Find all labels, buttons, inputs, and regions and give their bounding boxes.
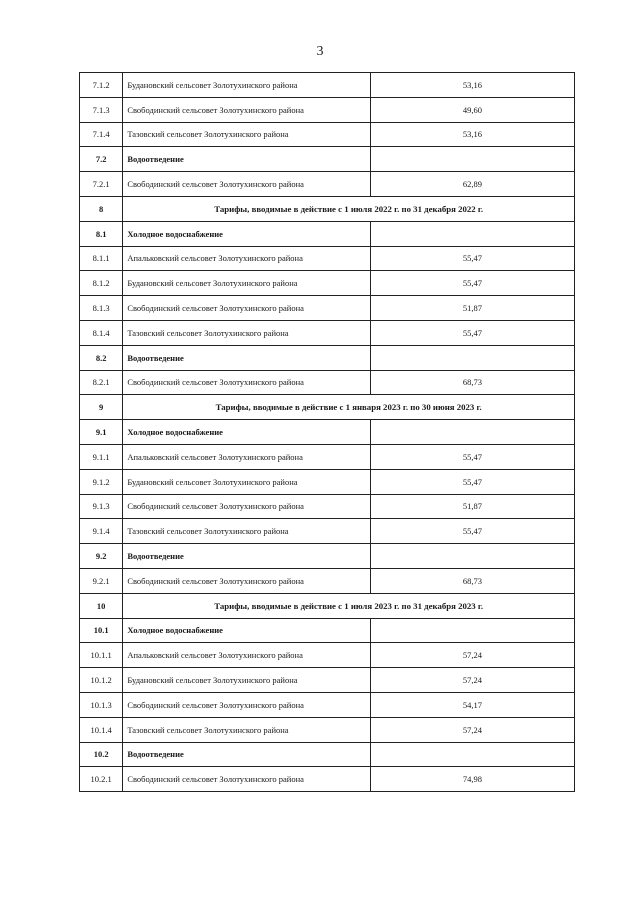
section-row xyxy=(80,742,575,767)
table-row xyxy=(80,122,575,147)
row-number: 10.1.4 xyxy=(80,717,123,742)
row-number: 7.2.1 xyxy=(80,172,123,197)
period-row xyxy=(80,593,575,618)
section-row xyxy=(80,147,575,172)
district-name: Будановский сельсовет Золотухинского района xyxy=(123,668,371,693)
section-number: 8.2 xyxy=(80,345,123,370)
row-number: 8.2.1 xyxy=(80,370,123,395)
row-number: 9.1.3 xyxy=(80,494,123,519)
district-name: Свободинский сельсовет Золотухинского района xyxy=(123,370,371,395)
section-row xyxy=(80,544,575,569)
tariff-value: 53,16 xyxy=(370,73,574,98)
table-row xyxy=(80,643,575,668)
tariff-value: 55,47 xyxy=(370,271,574,296)
section-title: Водоотведение xyxy=(123,544,371,569)
section-title: Холодное водоснабжение xyxy=(123,618,371,643)
district-name: Будановский сельсовет Золотухинского района xyxy=(123,469,371,494)
row-number: 9.1.4 xyxy=(80,519,123,544)
district-name: Тазовский сельсовет Золотухинского района xyxy=(123,519,371,544)
tariff-value: 54,17 xyxy=(370,692,574,717)
tariff-value: 51,87 xyxy=(370,494,574,519)
table-row xyxy=(80,444,575,469)
section-title: Водоотведение xyxy=(123,147,371,172)
empty-value-cell xyxy=(370,345,574,370)
section-number: 10.2 xyxy=(80,742,123,767)
row-number: 8.1.2 xyxy=(80,271,123,296)
district-name: Апальковский сельсовет Золотухинского района xyxy=(123,444,371,469)
section-title: Водоотведение xyxy=(123,345,371,370)
district-name: Апальковский сельсовет Золотухинского района xyxy=(123,643,371,668)
row-number: 7.1.4 xyxy=(80,122,123,147)
table-row xyxy=(80,568,575,593)
district-name: Свободинский сельсовет Золотухинского района xyxy=(123,568,371,593)
period-number: 9 xyxy=(80,395,123,420)
tariff-value: 55,47 xyxy=(370,320,574,345)
row-number: 10.1.2 xyxy=(80,668,123,693)
row-number: 7.1.3 xyxy=(80,97,123,122)
empty-value-cell xyxy=(370,221,574,246)
district-name: Апальковский сельсовет Золотухинского района xyxy=(123,246,371,271)
section-row xyxy=(80,420,575,445)
section-number: 7.2 xyxy=(80,147,123,172)
district-name: Свободинский сельсовет Золотухинского района xyxy=(123,97,371,122)
section-title: Водоотведение xyxy=(123,742,371,767)
tariff-value: 57,24 xyxy=(370,668,574,693)
period-title: Тарифы, вводимые в действие с 1 июля 2023 г. по 31 декабря 2023 г. xyxy=(123,593,575,618)
period-title: Тарифы, вводимые в действие с 1 января 2023 г. по 30 июня 2023 г. xyxy=(123,395,575,420)
district-name: Тазовский сельсовет Золотухинского района xyxy=(123,717,371,742)
district-name: Тазовский сельсовет Золотухинского района xyxy=(123,122,371,147)
row-number: 10.1.3 xyxy=(80,692,123,717)
row-number: 9.1.2 xyxy=(80,469,123,494)
row-number: 10.2.1 xyxy=(80,767,123,792)
row-number: 7.1.2 xyxy=(80,73,123,98)
tariff-value: 55,47 xyxy=(370,246,574,271)
table-row xyxy=(80,668,575,693)
section-row xyxy=(80,221,575,246)
table-row xyxy=(80,519,575,544)
table-row xyxy=(80,97,575,122)
empty-value-cell xyxy=(370,742,574,767)
tariff-value: 55,47 xyxy=(370,519,574,544)
row-number: 8.1.3 xyxy=(80,296,123,321)
table-row xyxy=(80,469,575,494)
district-name: Свободинский сельсовет Золотухинского района xyxy=(123,494,371,519)
tariff-table-body xyxy=(80,73,575,792)
empty-value-cell xyxy=(370,544,574,569)
period-title: Тарифы, вводимые в действие с 1 июля 2022 г. по 31 декабря 2022 г. xyxy=(123,196,575,221)
district-name: Свободинский сельсовет Золотухинского района xyxy=(123,767,371,792)
table-row xyxy=(80,692,575,717)
tariff-value: 57,24 xyxy=(370,643,574,668)
section-number: 9.2 xyxy=(80,544,123,569)
table-row xyxy=(80,73,575,98)
row-number: 8.1.4 xyxy=(80,320,123,345)
table-row xyxy=(80,246,575,271)
period-number: 8 xyxy=(80,196,123,221)
row-number: 9.2.1 xyxy=(80,568,123,593)
page-number: 3 xyxy=(316,44,324,59)
table-row xyxy=(80,172,575,197)
section-row xyxy=(80,345,575,370)
section-number: 8.1 xyxy=(80,221,123,246)
section-number: 9.1 xyxy=(80,420,123,445)
empty-value-cell xyxy=(370,420,574,445)
section-title: Холодное водоснабжение xyxy=(123,221,371,246)
section-title: Холодное водоснабжение xyxy=(123,420,371,445)
tariff-value: 68,73 xyxy=(370,370,574,395)
district-name: Будановский сельсовет Золотухинского района xyxy=(123,73,371,98)
tariff-value: 57,24 xyxy=(370,717,574,742)
district-name: Будановский сельсовет Золотухинского района xyxy=(123,271,371,296)
district-name: Свободинский сельсовет Золотухинского района xyxy=(123,692,371,717)
district-name: Свободинский сельсовет Золотухинского района xyxy=(123,296,371,321)
tariff-value: 55,47 xyxy=(370,444,574,469)
period-number: 10 xyxy=(80,593,123,618)
tariff-value: 53,16 xyxy=(370,122,574,147)
tariff-value: 74,98 xyxy=(370,767,574,792)
table-row xyxy=(80,717,575,742)
section-number: 10.1 xyxy=(80,618,123,643)
table-row xyxy=(80,320,575,345)
table-row xyxy=(80,271,575,296)
tariff-value: 55,47 xyxy=(370,469,574,494)
section-row xyxy=(80,618,575,643)
period-row xyxy=(80,395,575,420)
district-name: Свободинский сельсовет Золотухинского района xyxy=(123,172,371,197)
row-number: 8.1.1 xyxy=(80,246,123,271)
period-row xyxy=(80,196,575,221)
tariff-value: 68,73 xyxy=(370,568,574,593)
row-number: 9.1.1 xyxy=(80,444,123,469)
district-name: Тазовский сельсовет Золотухинского района xyxy=(123,320,371,345)
row-number: 10.1.1 xyxy=(80,643,123,668)
table-row xyxy=(80,494,575,519)
table-row xyxy=(80,767,575,792)
empty-value-cell xyxy=(370,147,574,172)
tariff-value: 62,89 xyxy=(370,172,574,197)
empty-value-cell xyxy=(370,618,574,643)
tariff-table xyxy=(79,72,575,792)
table-row xyxy=(80,296,575,321)
tariff-value: 51,87 xyxy=(370,296,574,321)
tariff-value: 49,60 xyxy=(370,97,574,122)
table-row xyxy=(80,370,575,395)
